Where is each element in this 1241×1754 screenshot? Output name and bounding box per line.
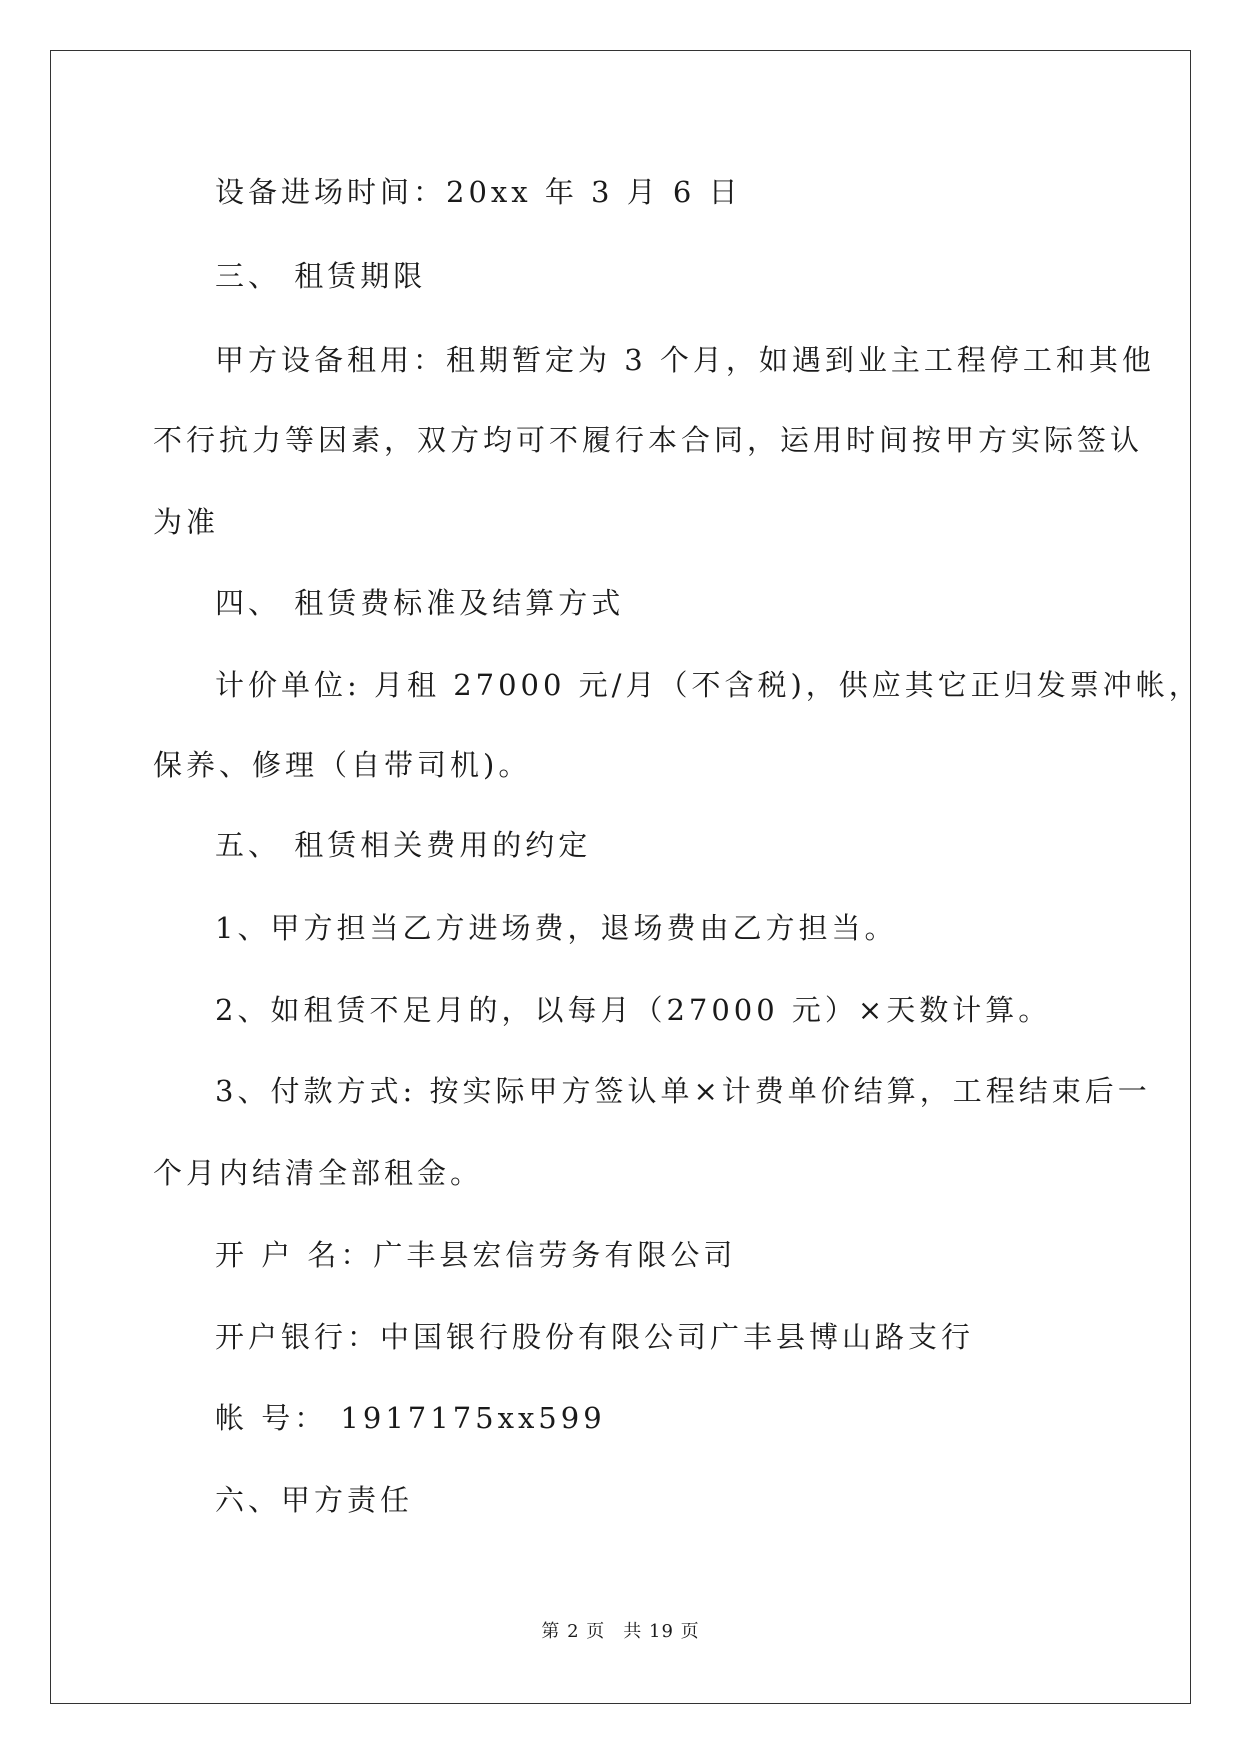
bank-name: 开户银行：中国银行股份有限公司广丰县博山路支行 xyxy=(215,1320,975,1354)
pricing-paragraph-line-1: 计价单位: 月租 27000 元/月（不含税)，供应其它正归发票冲帐， xyxy=(215,668,1202,702)
page-number: 第 2 页 xyxy=(541,1621,606,1642)
fee-item-3-line-1: 3、付款方式: 按实际甲方签认单×计费单价结算，工程结束后一 xyxy=(215,1074,1151,1108)
section-5-heading: 五、 租赁相关费用的约定 xyxy=(215,828,592,862)
section-6-heading: 六、甲方责任 xyxy=(215,1483,414,1517)
section-3-heading: 三、 租赁期限 xyxy=(215,259,427,293)
section-4-heading: 四、 租赁费标准及结算方式 xyxy=(215,586,625,620)
page-border xyxy=(50,50,1191,1704)
fee-item-3-line-2: 个月内结清全部租金。 xyxy=(153,1156,484,1190)
lease-term-paragraph-line-3: 为准 xyxy=(153,505,220,539)
account-name: 开 户 名：广丰县宏信劳务有限公司 xyxy=(215,1238,737,1272)
equipment-entry-date: 设备进场时间：20xx 年 3 月 6 日 xyxy=(215,175,742,209)
lease-term-paragraph-line-2: 不行抗力等因素，双方均可不履行本合同，运用时间按甲方实际签认 xyxy=(153,423,1144,457)
total-pages: 共 19 页 xyxy=(623,1621,700,1642)
page-footer xyxy=(0,1617,1241,1643)
pricing-paragraph-line-2: 保养、修理（自带司机)。 xyxy=(153,748,532,782)
fee-item-1: 1、甲方担当乙方进场费，退场费由乙方担当。 xyxy=(215,911,898,945)
lease-term-paragraph-line-1: 甲方设备租用：租期暂定为 3 个月，如遇到业主工程停工和其他 xyxy=(215,343,1155,377)
fee-item-2: 2、如租赁不足月的，以每月（27000 元）×天数计算。 xyxy=(215,993,1052,1027)
account-number: 帐 号： 1917175xx599 xyxy=(215,1401,606,1435)
